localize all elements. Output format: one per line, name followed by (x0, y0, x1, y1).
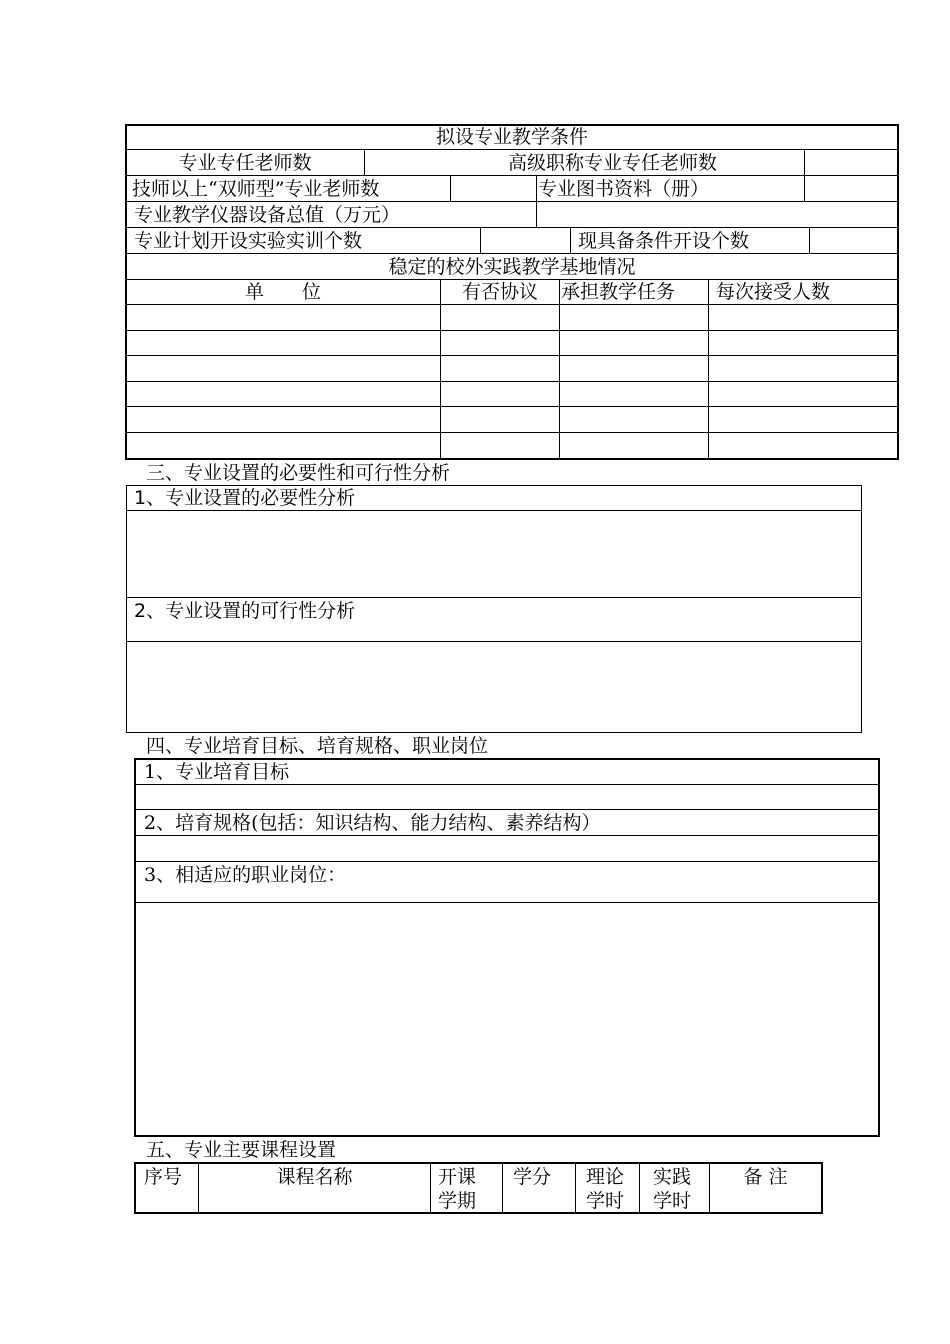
table-title: 拟设专业教学条件 (435, 126, 588, 148)
section-4-heading: 四、专业培育目标、培育规格、职业岗位 (146, 735, 489, 757)
training-goal-label: 1、专业培育目标 (144, 761, 290, 783)
career-positions-label: 3、相适应的职业岗位： (144, 864, 347, 886)
label-dual-teachers: 技师以上“双师型”专业老师数 (132, 178, 380, 200)
section-5-heading: 五、专业主要课程设置 (146, 1139, 337, 1161)
label-full-time-teachers: 专业专任老师数 (178, 152, 312, 174)
label-senior-teachers: 高级职称专业专任老师数 (508, 152, 718, 174)
header-term-line1: 开课 (438, 1166, 477, 1188)
header-students-per-visit: 每次接受人数 (716, 281, 831, 303)
header-practice-line1: 实践 (653, 1166, 692, 1188)
label-planned-labs: 专业计划开设实验实训个数 (134, 230, 363, 252)
label-library-books: 专业图书资料（册） (538, 178, 710, 200)
header-credit: 学分 (513, 1166, 552, 1188)
label-equipment-value: 专业教学仪器设备总值（万元） (134, 204, 401, 226)
header-theory-line1: 理论 (586, 1166, 625, 1188)
header-practice-line2: 学时 (653, 1190, 692, 1212)
header-course-name: 课程名称 (276, 1166, 353, 1188)
header-unit: 单 位 (244, 281, 321, 303)
header-seq: 序号 (144, 1166, 183, 1188)
label-available-labs: 现具备条件开设个数 (578, 230, 750, 252)
header-agreement: 有否协议 (461, 281, 538, 303)
base-section-title: 稳定的校外实践教学基地情况 (388, 256, 636, 278)
necessity-label: 1、专业设置的必要性分析 (134, 487, 356, 509)
header-note: 备 注 (743, 1166, 788, 1188)
section-3-heading: 三、专业设置的必要性和可行性分析 (146, 462, 451, 484)
header-teaching-tasks: 承担教学任务 (561, 281, 676, 303)
training-spec-label: 2、培育规格(包括：知识结构、能力结构、素养结构） (144, 812, 601, 834)
header-term-line2: 学期 (438, 1190, 477, 1212)
header-theory-line2: 学时 (586, 1190, 625, 1212)
feasibility-label: 2、专业设置的可行性分析 (134, 600, 356, 622)
